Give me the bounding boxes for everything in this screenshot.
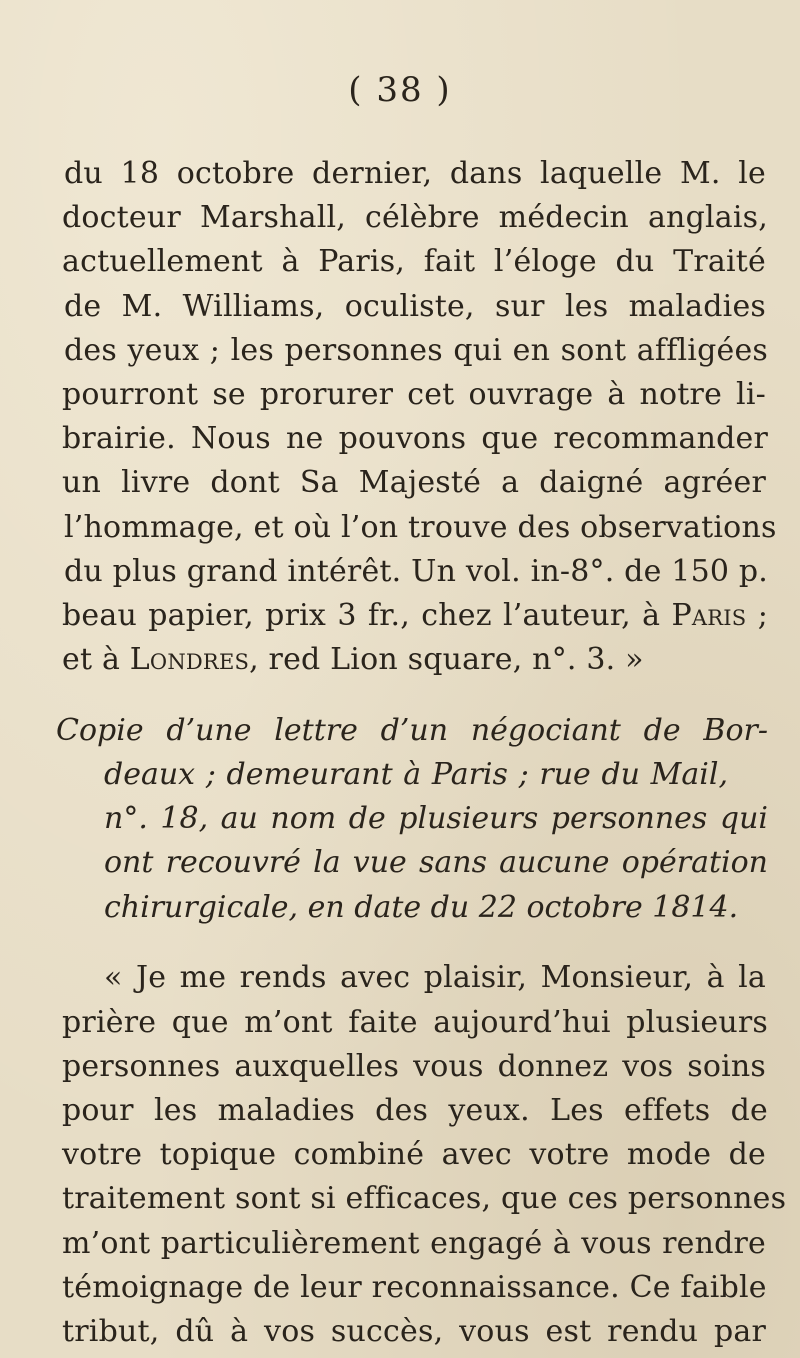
letter-line: témoignage de leur reconnaissance. Ce faible bbox=[62, 1270, 767, 1305]
body-line: un livre dont Sa Majesté a daigné agréer bbox=[62, 465, 766, 500]
body-line: des yeux ; les personnes qui en sont affligées bbox=[64, 333, 768, 368]
letter-heading-line: chirurgicale, en date du 22 octobre 1814. bbox=[104, 890, 739, 925]
page-number: ( 38 ) bbox=[348, 70, 452, 110]
letter-line: personnes auxquelles vous donnez vos soins bbox=[62, 1049, 766, 1084]
body-line: du plus grand intérêt. Un vol. in-8°. de 150 p. bbox=[64, 554, 769, 589]
body-line: brairie. Nous ne pouvons que recommander bbox=[62, 421, 768, 456]
letter-line: « Je me rends avec plaisir, Monsieur, à la bbox=[104, 960, 766, 995]
body-line bbox=[62, 638, 644, 682]
body-line: l’hommage, et où l’on trouve des observations bbox=[64, 510, 777, 545]
letter-heading-line: Copie d’une lettre d’un négociant de Bor- bbox=[56, 713, 768, 748]
line-text: beau papier, prix 3 fr., chez l’auteur, à bbox=[62, 598, 672, 633]
body-line bbox=[62, 594, 768, 638]
letter-line: m’ont particulièrement engagé à vous rendre bbox=[62, 1226, 766, 1261]
letter-line: prière que m’ont faite aujourd’hui plusieurs bbox=[62, 1005, 768, 1040]
letter-line: traitement sont si efficaces, que ces personnes bbox=[62, 1181, 787, 1216]
line-text: et à bbox=[62, 642, 130, 677]
body-line: de M. Williams, oculiste, sur les maladies bbox=[64, 289, 766, 324]
letter-line: pour les maladies des yeux. Les effets de bbox=[62, 1093, 768, 1128]
letter-line: votre topique combiné avec votre mode de bbox=[62, 1137, 766, 1172]
line-text: , red Lion square, n°. 3. » bbox=[249, 642, 644, 677]
letter-line: tribut, dû à vos succès, vous est rendu par bbox=[62, 1314, 766, 1349]
city-name: Paris bbox=[671, 598, 747, 633]
city-name: Londres bbox=[129, 642, 250, 677]
body-line: pourront se prorurer cet ouvrage à notre li- bbox=[62, 377, 766, 412]
letter-heading-line: ont recouvré la vue sans aucune opération bbox=[104, 845, 768, 880]
line-text: ; bbox=[746, 598, 769, 633]
body-line: docteur Marshall, célèbre médecin anglais, bbox=[62, 200, 768, 235]
body-line: actuellement à Paris, fait l’éloge du Traité bbox=[62, 244, 766, 279]
letter-heading-line: deaux ; demeurant à Paris ; rue du Mail, bbox=[104, 757, 728, 792]
letter-heading-line: n°. 18, au nom de plusieurs personnes qui bbox=[104, 801, 768, 836]
body-line: du 18 octobre dernier, dans laquelle M. le bbox=[64, 156, 766, 191]
